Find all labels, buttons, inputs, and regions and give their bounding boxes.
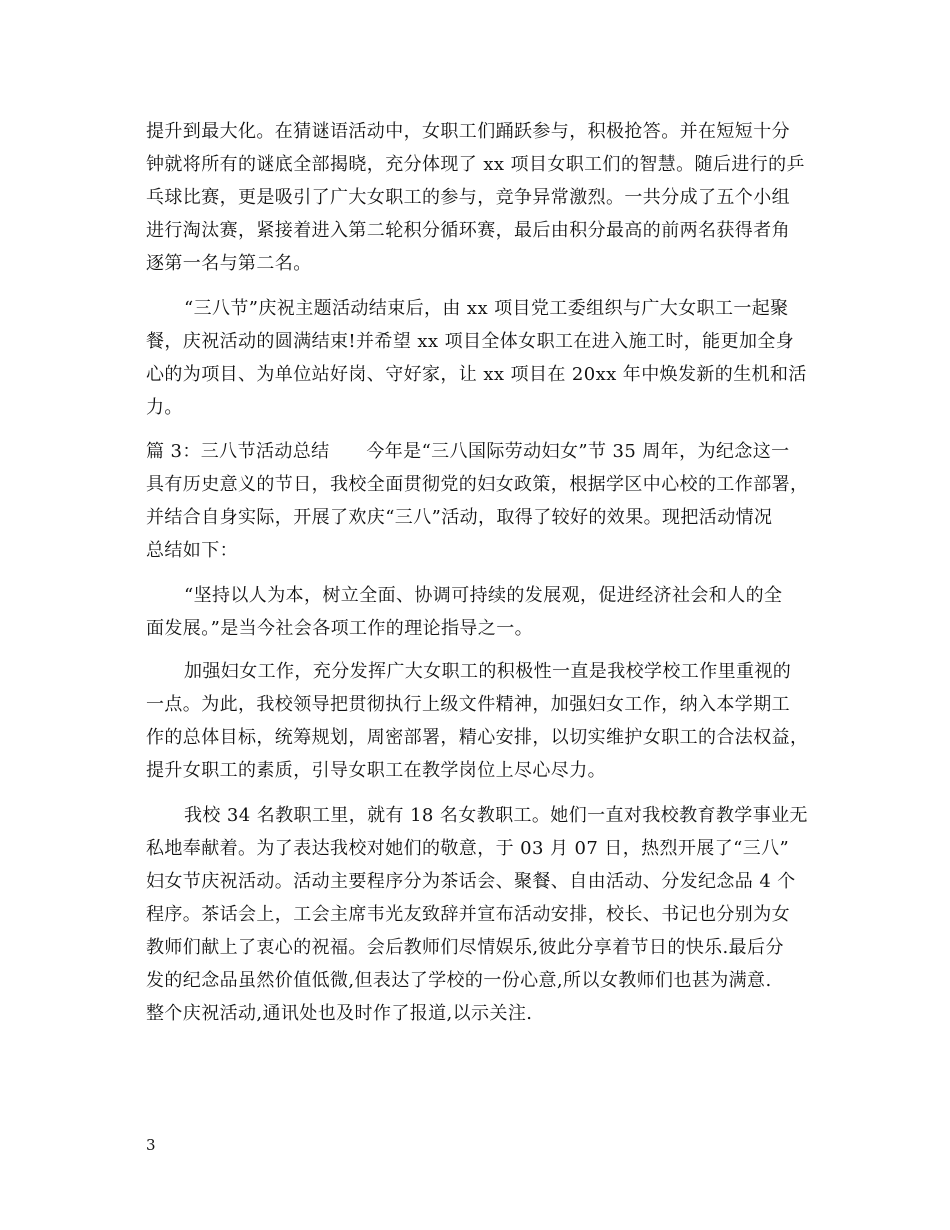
text-line: 提升女职工的素质，引导女职工在教学岗位上尽心尽力。: [146, 760, 606, 781]
text-line: 提升到最大化。在猜谜语活动中，女职工们踊跃参与，积极抢答。并在短短十分: [146, 121, 790, 142]
text-line: “三八节”庆祝主题活动结束后，由 xx 项目党工委组织与广大女职工一起聚: [184, 298, 789, 319]
page-number: 3: [146, 1136, 156, 1154]
text-line: 程序。茶话会上，工会主席韦光友致辞并宣布活动安排，校长、书记也分别为女: [146, 904, 790, 925]
text-line: 私地奉献着。为了表达我校对她们的敬意，于 03 月 07 日，热烈开展了“三八”: [146, 838, 790, 859]
text-line: 妇女节庆祝活动。活动主要程序分为茶话会、聚餐、自由活动、分发纪念品 4 个: [146, 871, 796, 892]
text-line: 进行淘汰赛，紧接着进入第二轮积分循环赛，最后由积分最高的前两名获得者角: [146, 220, 790, 241]
text-line: 作的总体目标，统筹规划，周密部署，精心安排，以切实维护女职工的合法权益，: [146, 727, 809, 748]
text-line: 钟就将所有的谜底全部揭晓，充分体现了 xx 项目女职工们的智慧。随后进行的乒: [146, 154, 805, 175]
text-line: 餐，庆祝活动的圆满结束!并希望 xx 项目全体女职工在进入施工时，能更加全身: [146, 331, 795, 352]
text-line: 力。: [146, 397, 183, 418]
text-line: 加强妇女工作，充分发挥广大女职工的积极性一直是我校学校工作里重视的: [184, 661, 792, 682]
text-line: “坚持以人为本，树立全面、协调可持续的发展观，促进经济社会和人的全: [184, 585, 783, 606]
text-line: 逐第一名与第二名。: [146, 253, 312, 274]
text-line: 我校 34 名教职工里，就有 18 名女教职工。她们一直对我校教育教学事业无: [184, 805, 808, 826]
text-line: 总结如下：: [146, 540, 238, 561]
text-line: 一点。为此，我校领导把贯彻执行上级文件精神，加强妇女工作，纳入本学期工: [146, 694, 790, 715]
text-line: 具有历史意义的节日，我校全面贯彻党的妇女政策，根据学区中心校的工作部署，: [146, 474, 809, 495]
text-line: 并结合自身实际，开展了欢庆“三八”活动，取得了较好的效果。现把活动情况: [146, 507, 773, 528]
section-heading-line: 篇 3：三八节活动总结 今年是“三八国际劳动妇女”节 35 周年，为纪念这一: [146, 441, 790, 462]
text-line: 整个庆祝活动,通讯处也及时作了报道,以示关注.: [146, 1003, 533, 1024]
text-line: 教师们献上了衷心的祝福。会后教师们尽情娱乐,彼此分享着节日的快乐.最后分: [146, 937, 784, 958]
text-line: 发的纪念品虽然价值低微,但表达了学校的一份心意,所以女教师们也甚为满意.: [146, 970, 772, 991]
text-line: 面发展。”是当今社会各项工作的理论指导之一。: [146, 618, 533, 639]
text-line: 心的为项目、为单位站好岗、守好家，让 xx 项目在 20xx 年中焕发新的生机和活: [146, 364, 807, 385]
text-line: 乓球比赛，更是吸引了广大女职工的参与，竞争异常激烈。一共分成了五个小组: [146, 187, 790, 208]
